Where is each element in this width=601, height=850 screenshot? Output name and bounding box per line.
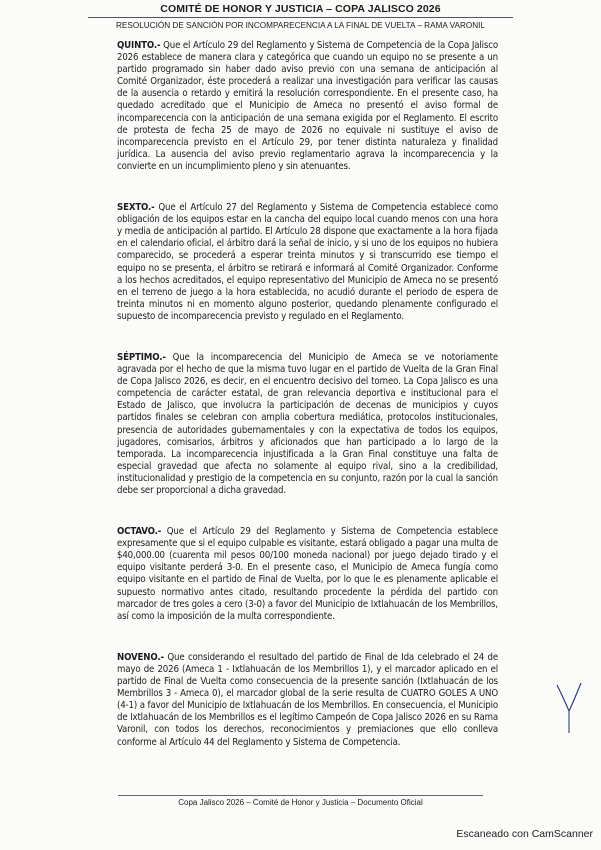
scanner-watermark: Escaneado con CamScanner	[456, 828, 593, 840]
header-subtitle: RESOLUCIÓN DE SANCIÓN POR INCOMPARECENCIA A LA FINAL DE VUELTA – RAMA VARONIL	[116, 21, 485, 30]
clause-quinto	[117, 40, 498, 173]
clause-label: QUINTO.-	[117, 40, 161, 51]
clause-text: Que el Artículo 27 del Reglamento y Sistema de Competencia establece como obligación de los equipos estar en la cancha del equipo local cuando menos con una hora y media de anticipación al partido. El Artículo 28 dispone que exactamente a la hora fijada en el calendario oficial, el árbitro dará la señal de inicio, y si uno de los equipos no hubiera comparecido, se procederá a esperar treinta minutos y si transcurrido ese tiempo el equipo no se presenta, el árbitro se retirará e informará al Comité Organizador. Conforme a los hechos acreditados, el equipo representativo del Municipio de Ameca no se presentó en el terreno de juego a la hora establecida, no acudió durante el periodo de espera de treinta minutos ni en momento alguno posterior, quedando plenamente configurado el supuesto de incomparecencia previsto y regulado en el Reglamento.	[117, 202, 498, 322]
clause-sexto	[117, 202, 498, 323]
clause-text: Que la incomparecencia del Municipio de Ameca se ve notoriamente agravada por el hecho de que la misma tuvo lugar en el partido de Vuelta de la Gran Final de Copa Jalisco 2026, es decir, en el encuentro decisivo del torneo. La Copa Jalisco es una competencia de carácter estatal, de gran relevancia deportiva e institucional para el Estado de Jalisco, que involucra la participación de decenas de municipios y cuyos partidos finales se celebran con amplia cobertura mediática, protocolos institucionales, presencia de autoridades gubernamentales y con la expectativa de todos los equipos, jugadores, comisarios, árbitros y aficionados que han participado a lo largo de la temporada. La incomparecencia injustificada a la Gran Final constituye una falta de especial gravedad que afecta no solamente al equipo rival, sino a la credibilidad, institucionalidad y prestigio de la competencia en su conjunto, razón por la cual la sanción debe ser proporcional a dicha gravedad.	[117, 351, 498, 496]
clause-label: NOVENO.-	[117, 651, 164, 663]
footer-text: Copa Jalisco 2026 – Comité de Honor y Justicia – Documento Oficial	[178, 798, 423, 807]
clause-text: Que el Artículo 29 del Reglamento y Sistema de Competencia establece expresamente que si el equipo culpable es visitante, estará obligado a pagar una multa de $40,000.00 (cuarenta mil pesos 00/100 moneda nacional) por juego dejado tirado y el equipo visitante perderá 3-0. En el presente caso, el Municipio de Ameca fungía como equipo visitante en el partido de Final de Vuelta, por lo que le es plenamente aplicable el supuesto normativo antes citado, resultando procedente la pérdida del partido con marcador de tres goles a cero (3-0) a favor del Municipio de Ixtlahuacán de los Membrillos, así como la imposición de la multa correspondiente.	[117, 526, 498, 622]
footer-rule	[118, 795, 483, 796]
header-rule	[88, 17, 513, 18]
clause-octavo	[117, 526, 498, 623]
clause-label: SÉPTIMO.-	[117, 351, 166, 363]
clause-noveno	[117, 652, 498, 749]
clause-text: Que el Artículo 29 del Reglamento y Sistema de Competencia de la Copa Jalisco 2026 establece de manera clara y categórica que cuando un equipo no se presente a un partido programado sin haber dado aviso previo con una semana de anticipación al Comité Organizador, éste procederá a realizar una investigación para verificar las causas de la ausencia o retardo y emitirá la resolución correspondiente. En el presente caso, ha quedado acreditado que el Municipio de Ameca no presentó el aviso formal de incomparecencia con la anticipación de una semana exigida por el Reglamento. El escrito de protesta de fecha 25 de mayo de 2026 no equivale ni sustituye el aviso de incomparecencia previsto en el Artículo 29, por tener distinta naturaleza y finalidad jurídica. La ausencia del aviso previo reglamentario agrava la incomparecencia y la convierte en un incumplimiento pleno y sin atenuantes.	[117, 40, 498, 172]
clause-label: SEXTO.-	[117, 202, 155, 214]
signature-mark	[553, 675, 589, 737]
document-body	[117, 40, 498, 778]
clause-septimo	[117, 352, 498, 497]
clause-label: OCTAVO.-	[117, 526, 162, 538]
clause-text: Que considerando el resultado del partido de Final de Ida celebrado el 24 de mayo de 2026 (Ameca 1 - Ixtlahuacán de los Membrillos 1), y el marcador aplicado en el partido de Final de Vuelta como consecuencia de la presente sanción (Ixtlahuacán de los Membrillos 3 - Ameca 0), el marcador global de la serie resulta de CUATRO GOLES A UNO (4-1) a favor del Municipio de Ixtlahuacán de los Membrillos. En consecuencia, el Municipio de Ixtlahuacán de los Membrillos es el legítimo Campeón de Copa Jalisco 2026 en su Rama Varonil, con todos los derechos, reconocimientos y premiaciones que ello conlleva conforme al Artículo 44 del Reglamento y Sistema de Competencia.	[117, 651, 498, 748]
header-title: COMITÉ DE HONOR Y JUSTICIA – COPA JALISCO 2026	[160, 3, 441, 15]
